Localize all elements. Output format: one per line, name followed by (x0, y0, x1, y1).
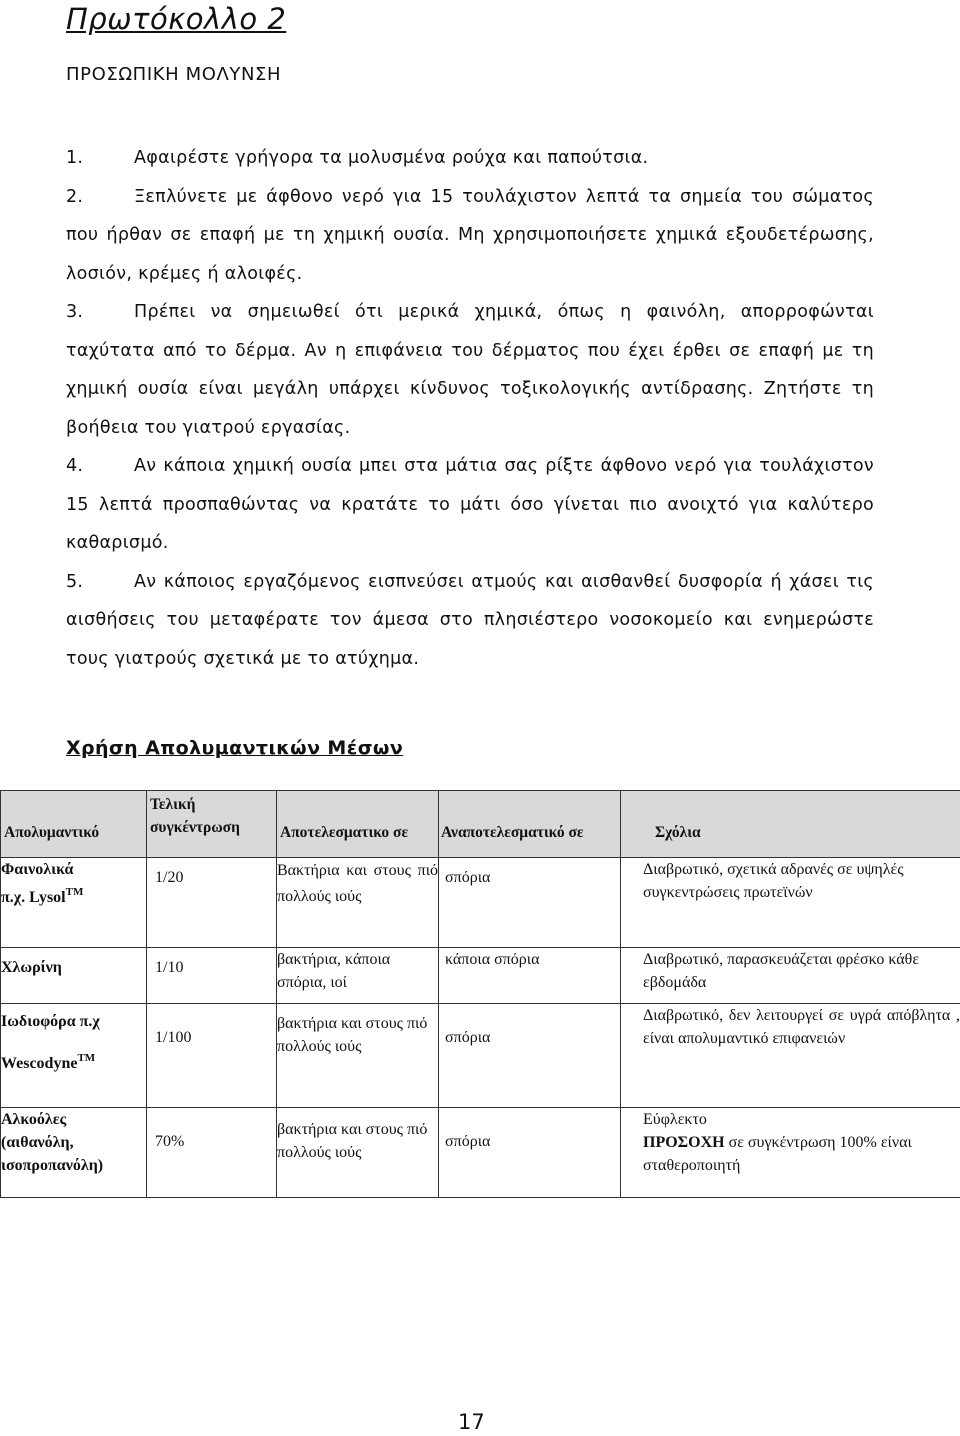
document-title: Πρωτόκολλο 2 (66, 2, 287, 36)
step-number: 5. (66, 571, 84, 592)
step-number: 2. (66, 186, 84, 207)
page-number: 17 (458, 1410, 485, 1434)
header-agent: Απολυμαντικό (1, 791, 147, 858)
cell-concentration: 1/20 (147, 858, 277, 948)
step-number: 4. (66, 456, 84, 476)
cell-effective: βακτήρια, κάποια σπόρια, ιοί (277, 948, 439, 1004)
table-row (1, 858, 960, 948)
step-number: 1. (66, 148, 84, 168)
cell-concentration: 1/10 (147, 948, 277, 1004)
step-2 (66, 178, 874, 294)
step-4 (66, 447, 874, 563)
table-row (1, 1004, 960, 1108)
cell-ineffective: κάποια σπόρια (439, 948, 621, 1004)
step-text: Αν κάποια χημική ουσία μπει στα μάτια σας ρίξτε άφθονο νερό για τουλάχιστον 15 λεπτά προσπαθώντας να κρατάτε το μάτι όσο γίνεται πιο ανοιχτό για καλύτερο καθαρισμό. (66, 456, 874, 553)
cell-ineffective: σπόρια (439, 1108, 621, 1198)
section-heading-personal-contamination: ΠΡΟΣΩΠΙΚΗ ΜΟΛΥΝΣΗ (66, 64, 282, 85)
step-number: 3. (66, 302, 84, 322)
cell-ineffective: σπόρια (439, 858, 621, 948)
cell-agent: Ιωδιοφόρα π.χ Wescodyne™ (1, 1004, 147, 1108)
header-notes: Σχόλια (621, 791, 960, 858)
cell-agent: Φαινολικά π.χ. Lysol™ (1, 858, 147, 948)
table-header-row (1, 791, 960, 858)
disinfectants-table (0, 790, 960, 1198)
cell-notes: Διαβρωτικό, σχετικά αδρανές σε υψηλές συγκεντρώσεις πρωτεϊνών (621, 858, 960, 948)
cell-agent: Αλκοόλες (αιθανόλη, ισοπροπανόλη) (1, 1108, 147, 1198)
header-ineffective: Αναποτελεσματικό σε (439, 791, 621, 858)
cell-concentration: 70% (147, 1108, 277, 1198)
cell-effective: Βακτήρια και στους πιό πολλούς ιούς (277, 858, 439, 948)
cell-effective: βακτήρια και στους πιό πολλούς ιούς (277, 1108, 439, 1198)
disinfectants-section-title: Χρήση Απολυμαντικών Μέσων (66, 737, 404, 759)
header-concentration: Τελική συγκέντρωση (147, 791, 277, 858)
cell-ineffective: σπόρια (439, 1004, 621, 1108)
cell-effective: βακτήρια και στους πιό πολλούς ιούς (277, 1004, 439, 1108)
header-effective: Αποτελεσματικο σε (277, 791, 439, 858)
table-row (1, 948, 960, 1004)
step-text: Ξεπλύνετε με άφθονο νερό για 15 τουλάχιστον λεπτά τα σημεία του σώματος που ήρθαν σε επαφή με τη χημική ουσία. Μη χρησιμοποιήσετε χημικά εξουδετέρωσης, λοσιόν, κρέμες ή αλοιφές. (66, 186, 874, 284)
cell-notes: Διαβρωτικό, παρασκευάζεται φρέσκο κάθε εβδομάδα (621, 948, 960, 1004)
step-text: Πρέπει να σημειωθεί ότι μερικά χημικά, όπως η φαινόλη, απορροφώνται ταχύτατα από το δέρμα. Αν η επιφάνεια του δέρματος που έχει έρθει σε επαφή με τη χημική ουσία είναι μεγάλη υπάρχει κίνδυνος τοξικολογικής αντίδρασης. Ζητήστε τη βοήθεια του γιατρού εργασίας. (66, 302, 874, 438)
cell-agent: Χλωρίνη (1, 948, 147, 1004)
cell-notes: Εύφλεκτο ΠΡΟΣΟΧΗ σε συγκέντρωση 100% είναι σταθεροποιητή (621, 1108, 960, 1198)
step-text: Αν κάποιος εργαζόμενος εισπνεύσει ατμούς και αισθανθεί δυσφορία ή χάσει τις αισθήσεις του μεταφέρατε τον άμεσα στο πλησιέστερο νοσοκομείο και ενημερώστε τους γιατρούς σχετικά με το ατύχημα. (66, 571, 874, 669)
step-1 (66, 139, 874, 178)
cell-notes: Διαβρωτικό, δεν λειτουργεί σε υγρά απόβλητα , είναι απολυμαντικό επιφανειών (621, 1004, 960, 1108)
step-5 (66, 563, 874, 679)
step-text: Αφαιρέστε γρήγορα τα μολυσμένα ρούχα και παπούτσια. (134, 148, 649, 168)
instructions-body (66, 139, 874, 678)
cell-concentration: 1/100 (147, 1004, 277, 1108)
step-3 (66, 293, 874, 447)
table-row (1, 1108, 960, 1198)
